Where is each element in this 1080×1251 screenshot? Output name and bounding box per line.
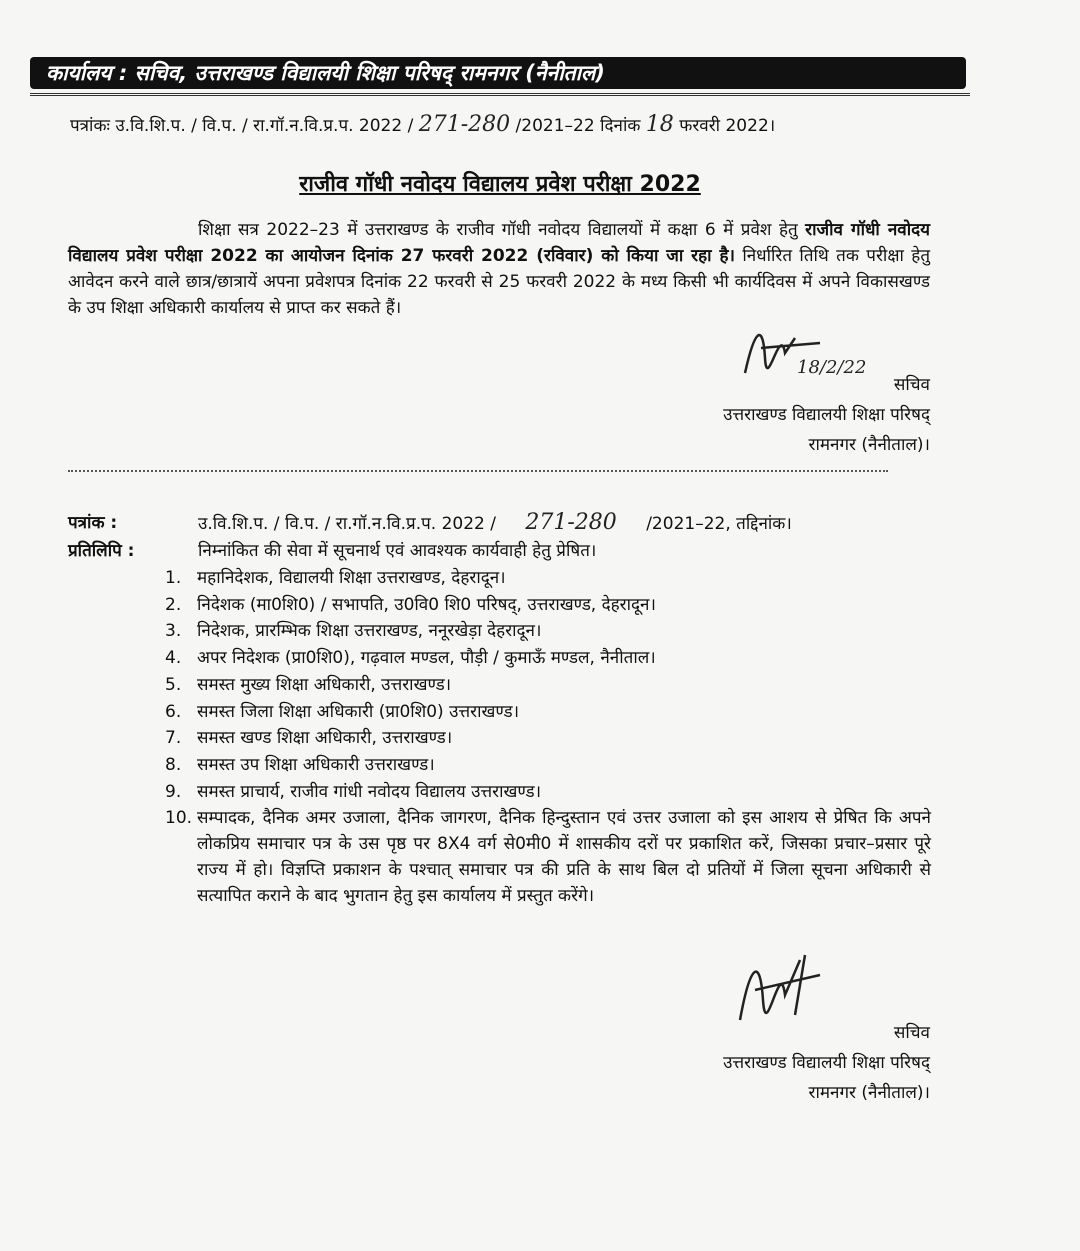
body-bold: राजीव गॉधी नवोदय विद्यालय प्रवेश परीक्षा 2022 का आयोजन दिनांक 27 फरवरी 2022 (रविवार) को किया जा रहा है। <box>68 220 931 266</box>
copy-list <box>165 565 931 909</box>
signature-place: रामनगर (नैनीताल)। <box>808 435 930 455</box>
reference-line <box>70 112 775 137</box>
copy-ref-label: पत्रांक : <box>68 513 118 533</box>
copy-intro: निम्नांकित की सेवा में सूचनार्थ एवं आवश्यक कार्यवाही हेतु प्रेषित। <box>198 541 597 561</box>
dotted-separator <box>68 470 888 472</box>
reference-date: 18 <box>645 112 674 137</box>
list-item: 2. निदेशक (मा0शि0) / सभापति, उ0वि0 शि0 परिषद्, उत्तराखण्ड, देहरादून। <box>165 594 656 615</box>
copy-ref-suffix: /2021–22, तद्दिनांक। <box>646 514 792 534</box>
reference-year: /2021–22 दिनांक <box>515 116 641 136</box>
signature-office: उत्तराखण्ड विद्यालयी शिक्षा परिषद् <box>723 405 930 425</box>
body-rest: निर्धारित तिथि तक परीक्षा हेतु आवेदन करने वाले छात्र/छात्रायें अपना प्रवेशपत्र दिनांक 22 फरवरी से 25 फरवरी 2022 के मध्य किसी भी कार्यदिवस में अपने विकासखण्ड के उप शिक्षा अधिकारी कार्यालय से प्राप्त कर सकते हैं। <box>68 246 931 318</box>
list-item: 1. महानिदेशक, विद्यालयी शिक्षा उत्तराखण्ड, देहरादून। <box>165 568 506 588</box>
signature2-place: रामनगर (नैनीताल)। <box>808 1083 930 1103</box>
signature-date: 18/2/22 <box>797 357 867 378</box>
signature2-office: उत्तराखण्ड विद्यालयी शिक्षा परिषद् <box>723 1053 930 1073</box>
list-item: 10. सम्पादक, दैनिक अमर उजाला, दैनिक जागरण, दैनिक हिन्दुस्तान एवं उत्तर उजाला को इस आशय से प्रेषित कि अपने लोकप्रिय समाचार पत्र के उस पृष्ठ पर 8X4 वर्ग से0मी0 में शासकीय दरों पर प्रकाशित करें, जिसका प्रचार–प्रसार पूरे राज्य में हो। विज्ञप्ति प्रकाशन के पश्चात् समाचार पत्र की प्रति के साथ बिल दो प्रतियों में जिला सूचना अधिकारी से सत्यापित कराने के बाद भुगतान हेतु इस कार्यालय में प्रस्तुत करेंगे। <box>165 808 931 907</box>
signature-block-1 <box>723 370 930 460</box>
signature-block-2 <box>723 1018 930 1108</box>
copy-reference-line <box>198 510 792 535</box>
header-rule <box>30 93 970 96</box>
copy-ref-text: उ.वि.शि.प. / वि.प. / रा.गॉ.न.वि.प्र.प. 2022 / <box>198 514 496 534</box>
reference-month-year: फरवरी 2022। <box>679 116 776 136</box>
reference-number: 271-280 <box>418 112 511 137</box>
page-title: राजीव गॉधी नवोदय विद्यालय प्रवेश परीक्षा 2022 <box>299 172 701 197</box>
body-intro: शिक्षा सत्र 2022–23 में उत्तराखण्ड के राजीव गॉधी नवोदय विद्यालयों में कक्षा 6 में प्रवेश हेतु <box>198 220 798 240</box>
reference-prefix: पत्रांकः उ.वि.शि.प. / वि.प. / रा.गॉ.न.वि.प्र.प. 2022 / <box>70 116 414 136</box>
list-item: 4. अपर निदेशक (प्रा0शि0), गढ़वाल मण्डल, पौड़ी / कुमाऊँ मण्डल, नैनीताल। <box>165 648 656 669</box>
list-item: 9. समस्त प्राचार्य, राजीव गांधी नवोदय विद्यालय उत्तराखण्ड। <box>165 781 542 802</box>
list-item: 7. समस्त खण्ड शिक्षा अधिकारी, उत्तराखण्ड। <box>165 728 453 749</box>
list-item: 3. निदेशक, प्रारम्भिक शिक्षा उत्तराखण्ड, ननूरखेड़ा देहरादून। <box>165 621 542 642</box>
signature-designation: सचिव <box>893 375 930 395</box>
office-header-bar: कार्यालय : सचिव, उत्तराखण्ड विद्यालयी शिक्षा परिषद् रामनगर (नैनीताल) <box>30 57 966 89</box>
copy-label: प्रतिलिपि : <box>68 541 135 561</box>
list-item: 8. समस्त उप शिक्षा अधिकारी उत्तराखण्ड। <box>165 754 435 775</box>
body-paragraph <box>68 217 930 321</box>
copy-ref-number: 271-280 <box>525 510 617 535</box>
list-item: 6. समस्त जिला शिक्षा अधिकारी (प्रा0शि0) उत्तराखण्ड। <box>165 701 520 722</box>
signature2-designation: सचिव <box>893 1023 930 1043</box>
list-item: 5. समस्त मुख्य शिक्षा अधिकारी, उत्तराखण्ड। <box>165 674 452 695</box>
